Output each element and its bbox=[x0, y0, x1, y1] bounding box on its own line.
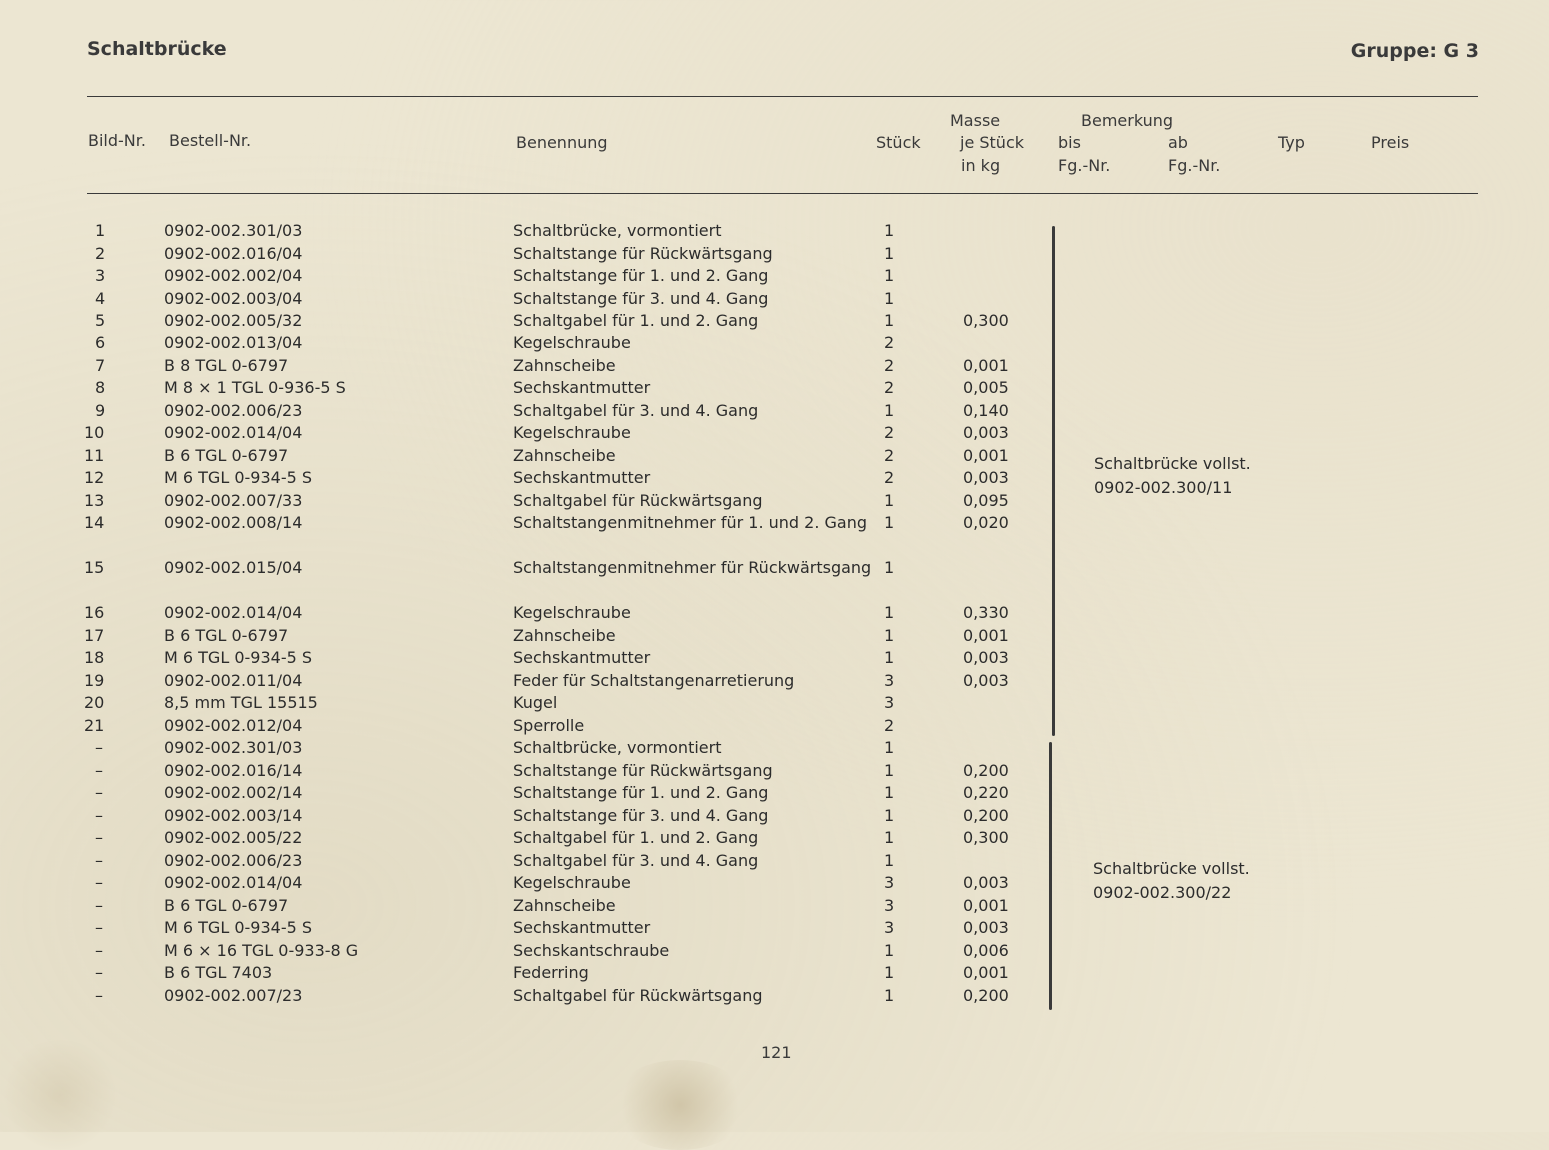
cell-bestell-nr: 0902-002.003/14 bbox=[164, 806, 303, 825]
cell-masse: 0,200 bbox=[963, 806, 1009, 825]
cell-bild-nr: – bbox=[95, 873, 103, 892]
cell-stueck: 1 bbox=[884, 963, 895, 982]
cell-stueck: 1 bbox=[884, 221, 895, 240]
cell-bestell-nr: 0902-002.002/04 bbox=[164, 266, 303, 285]
cell-benennung: Sechskantmutter bbox=[513, 468, 651, 487]
cell-stueck: 1 bbox=[884, 828, 895, 847]
cell-masse: 0,005 bbox=[963, 378, 1009, 397]
cell-benennung: Schaltgabel für 3. und 4. Gang bbox=[513, 851, 759, 870]
cell-benennung: Schaltgabel für Rückwärtsgang bbox=[513, 491, 763, 510]
col-ab-1: ab bbox=[1168, 133, 1188, 152]
cell-bestell-nr: 0902-002.301/03 bbox=[164, 221, 303, 240]
cell-bild-nr: 16 bbox=[84, 603, 105, 622]
cell-benennung: Schaltstange für 3. und 4. Gang bbox=[513, 289, 769, 308]
cell-masse: 0,001 bbox=[963, 446, 1009, 465]
cell-bestell-nr: M 6 TGL 0-934-5 S bbox=[164, 918, 313, 937]
cell-benennung: Sechskantmutter bbox=[513, 648, 651, 667]
cell-bestell-nr: 0902-002.002/14 bbox=[164, 783, 303, 802]
cell-bild-nr: 1 bbox=[95, 221, 106, 240]
cell-stueck: 1 bbox=[884, 289, 895, 308]
cell-masse: 0,001 bbox=[963, 626, 1009, 645]
col-bemerkung: Bemerkung bbox=[1081, 111, 1174, 130]
cell-bestell-nr: 0902-002.007/33 bbox=[164, 491, 303, 510]
cell-masse: 0,220 bbox=[963, 783, 1009, 802]
cell-benennung: Kegelschraube bbox=[513, 603, 631, 622]
cell-bild-nr: 7 bbox=[95, 356, 106, 375]
cell-stueck: 3 bbox=[884, 671, 895, 690]
cell-benennung: Feder für Schaltstangenarretierung bbox=[513, 671, 795, 690]
cell-benennung: Schaltstange für Rückwärtsgang bbox=[513, 761, 773, 780]
cell-masse: 0,006 bbox=[963, 941, 1009, 960]
cell-bild-nr: 4 bbox=[95, 289, 106, 308]
cell-stueck: 1 bbox=[884, 558, 895, 577]
cell-stueck: 1 bbox=[884, 761, 895, 780]
cell-bestell-nr: 8,5 mm TGL 15515 bbox=[164, 693, 318, 712]
cell-bestell-nr: 0902-002.006/23 bbox=[164, 401, 303, 420]
col-typ: Typ bbox=[1278, 133, 1305, 152]
cell-bild-nr: – bbox=[95, 941, 103, 960]
cell-bestell-nr: B 6 TGL 0-6797 bbox=[164, 446, 289, 465]
cell-masse: 0,003 bbox=[963, 468, 1009, 487]
group-label: Gruppe: G 3 bbox=[1350, 40, 1479, 62]
cell-bild-nr: 5 bbox=[95, 311, 106, 330]
cell-benennung: Zahnscheibe bbox=[513, 446, 616, 465]
cell-benennung: Schaltstange für Rückwärtsgang bbox=[513, 244, 773, 263]
cell-stueck: 1 bbox=[884, 738, 895, 757]
cell-stueck: 2 bbox=[884, 333, 895, 352]
cell-stueck: 1 bbox=[884, 491, 895, 510]
cell-stueck: 1 bbox=[884, 851, 895, 870]
cell-bestell-nr: B 6 TGL 0-6797 bbox=[164, 626, 289, 645]
col-preis: Preis bbox=[1371, 133, 1410, 152]
col-benennung: Benennung bbox=[516, 133, 608, 152]
cell-masse: 0,003 bbox=[963, 671, 1009, 690]
cell-bestell-nr: 0902-002.011/04 bbox=[164, 671, 303, 690]
cell-benennung: Schaltstange für 3. und 4. Gang bbox=[513, 806, 769, 825]
cell-bestell-nr: 0902-002.016/14 bbox=[164, 761, 303, 780]
col-bild-nr: Bild-Nr. bbox=[88, 131, 146, 150]
cell-stueck: 2 bbox=[884, 378, 895, 397]
col-bestell-nr: Bestell-Nr. bbox=[169, 131, 252, 150]
cell-bestell-nr: M 8 × 1 TGL 0-936-5 S bbox=[164, 378, 346, 397]
remark-group-1 bbox=[1094, 452, 1251, 500]
cell-bild-nr: 11 bbox=[84, 446, 105, 465]
cell-stueck: 1 bbox=[884, 986, 895, 1005]
cell-bild-nr: 18 bbox=[84, 648, 105, 667]
cell-bestell-nr: 0902-002.014/04 bbox=[164, 603, 303, 622]
cell-benennung: Federring bbox=[513, 963, 589, 982]
cell-masse: 0,003 bbox=[963, 873, 1009, 892]
cell-benennung: Schaltgabel für 1. und 2. Gang bbox=[513, 828, 759, 847]
cell-benennung: Schaltgabel für 1. und 2. Gang bbox=[513, 311, 759, 330]
cell-bestell-nr: 0902-002.015/04 bbox=[164, 558, 303, 577]
cell-bestell-nr: M 6 × 16 TGL 0-933-8 G bbox=[164, 941, 359, 960]
remark-1-line-1: Schaltbrücke vollst. bbox=[1094, 454, 1251, 473]
cell-stueck: 1 bbox=[884, 266, 895, 285]
cell-bestell-nr: 0902-002.007/23 bbox=[164, 986, 303, 1005]
cell-bild-nr: 6 bbox=[95, 333, 106, 352]
cell-stueck: 2 bbox=[884, 356, 895, 375]
cell-bild-nr: 13 bbox=[84, 491, 105, 510]
cell-benennung: Zahnscheibe bbox=[513, 896, 616, 915]
cell-bestell-nr: B 8 TGL 0-6797 bbox=[164, 356, 289, 375]
cell-masse: 0,001 bbox=[963, 963, 1009, 982]
cell-masse: 0,200 bbox=[963, 761, 1009, 780]
cell-masse: 0,020 bbox=[963, 513, 1009, 532]
cell-benennung: Sperrolle bbox=[513, 716, 585, 735]
cell-masse: 0,001 bbox=[963, 896, 1009, 915]
cell-stueck: 3 bbox=[884, 873, 895, 892]
cell-stueck: 1 bbox=[884, 401, 895, 420]
cell-benennung: Schaltstangenmitnehmer für Rückwärtsgang bbox=[513, 558, 872, 577]
col-stueck: Stück bbox=[876, 133, 921, 152]
header-bottom-rule bbox=[87, 193, 1478, 194]
cell-bestell-nr: 0902-002.006/23 bbox=[164, 851, 303, 870]
cell-bestell-nr: 0902-002.012/04 bbox=[164, 716, 303, 735]
cell-masse: 0,300 bbox=[963, 311, 1009, 330]
cell-bild-nr: 10 bbox=[84, 423, 105, 442]
col-masse-3: in kg bbox=[961, 156, 1001, 175]
cell-benennung: Schaltbrücke, vormontiert bbox=[513, 738, 722, 757]
cell-benennung: Schaltstange für 1. und 2. Gang bbox=[513, 783, 769, 802]
remark-1-line-2: 0902-002.300/11 bbox=[1094, 478, 1233, 497]
cell-bild-nr: 2 bbox=[95, 244, 106, 263]
cell-bestell-nr: 0902-002.013/04 bbox=[164, 333, 303, 352]
cell-bestell-nr: 0902-002.301/03 bbox=[164, 738, 303, 757]
cell-bestell-nr: 0902-002.014/04 bbox=[164, 873, 303, 892]
cell-benennung: Schaltstangenmitnehmer für 1. und 2. Gang bbox=[513, 513, 867, 532]
cell-bestell-nr: B 6 TGL 7403 bbox=[164, 963, 273, 982]
cell-bild-nr: – bbox=[95, 761, 103, 780]
cell-stueck: 1 bbox=[884, 941, 895, 960]
cell-masse: 0,330 bbox=[963, 603, 1009, 622]
header-top-rule bbox=[87, 96, 1478, 97]
cell-masse: 0,300 bbox=[963, 828, 1009, 847]
cell-bild-nr: – bbox=[95, 783, 103, 802]
col-ab-2: Fg.-Nr. bbox=[1168, 156, 1221, 175]
cell-stueck: 1 bbox=[884, 806, 895, 825]
cell-benennung: Zahnscheibe bbox=[513, 356, 616, 375]
cell-bild-nr: 19 bbox=[84, 671, 105, 690]
cell-stueck: 2 bbox=[884, 716, 895, 735]
page-title: Schaltbrücke bbox=[87, 38, 227, 60]
col-masse-1: Masse bbox=[950, 111, 1001, 130]
cell-masse: 0,003 bbox=[963, 423, 1009, 442]
cell-benennung: Zahnscheibe bbox=[513, 626, 616, 645]
cell-stueck: 1 bbox=[884, 626, 895, 645]
cell-bestell-nr: 0902-002.008/14 bbox=[164, 513, 303, 532]
cell-benennung: Schaltgabel für Rückwärtsgang bbox=[513, 986, 763, 1005]
cell-bestell-nr: 0902-002.016/04 bbox=[164, 244, 303, 263]
paper-stain bbox=[610, 1060, 750, 1150]
cell-benennung: Schaltbrücke, vormontiert bbox=[513, 221, 722, 240]
cell-benennung: Schaltgabel für 3. und 4. Gang bbox=[513, 401, 759, 420]
cell-masse: 0,001 bbox=[963, 356, 1009, 375]
cell-bestell-nr: M 6 TGL 0-934-5 S bbox=[164, 648, 313, 667]
cell-masse: 0,003 bbox=[963, 918, 1009, 937]
cell-bild-nr: 8 bbox=[95, 378, 106, 397]
cell-bild-nr: – bbox=[95, 806, 103, 825]
cell-masse: 0,200 bbox=[963, 986, 1009, 1005]
cell-benennung: Kugel bbox=[513, 693, 558, 712]
cell-stueck: 2 bbox=[884, 468, 895, 487]
cell-bestell-nr: 0902-002.005/22 bbox=[164, 828, 303, 847]
cell-stueck: 1 bbox=[884, 513, 895, 532]
cell-bild-nr: – bbox=[95, 986, 103, 1005]
cell-bild-nr: 12 bbox=[84, 468, 105, 487]
cell-masse: 0,140 bbox=[963, 401, 1009, 420]
cell-bild-nr: 9 bbox=[95, 401, 106, 420]
cell-bild-nr: – bbox=[95, 896, 103, 915]
cell-bild-nr: 3 bbox=[95, 266, 106, 285]
cell-bild-nr: 20 bbox=[84, 693, 105, 712]
cell-bild-nr: – bbox=[95, 851, 103, 870]
cell-benennung: Sechskantmutter bbox=[513, 378, 651, 397]
cell-bestell-nr: 0902-002.003/04 bbox=[164, 289, 303, 308]
col-masse-2: je Stück bbox=[960, 133, 1025, 152]
col-bis-2: Fg.-Nr. bbox=[1058, 156, 1111, 175]
cell-bild-nr: – bbox=[95, 918, 103, 937]
cell-benennung: Kegelschraube bbox=[513, 333, 631, 352]
cell-bild-nr: 21 bbox=[84, 716, 105, 735]
remark-2-line-2: 0902-002.300/22 bbox=[1093, 883, 1232, 902]
cell-benennung: Sechskantmutter bbox=[513, 918, 651, 937]
col-bis-1: bis bbox=[1058, 133, 1081, 152]
cell-stueck: 1 bbox=[884, 603, 895, 622]
cell-bild-nr: 15 bbox=[84, 558, 105, 577]
cell-benennung: Sechskantschraube bbox=[513, 941, 670, 960]
cell-bestell-nr: M 6 TGL 0-934-5 S bbox=[164, 468, 313, 487]
cell-benennung: Kegelschraube bbox=[513, 873, 631, 892]
cell-bestell-nr: B 6 TGL 0-6797 bbox=[164, 896, 289, 915]
cell-bild-nr: – bbox=[95, 828, 103, 847]
cell-stueck: 1 bbox=[884, 311, 895, 330]
cell-bild-nr: – bbox=[95, 963, 103, 982]
group-bracket-2 bbox=[1049, 742, 1052, 1010]
cell-stueck: 1 bbox=[884, 783, 895, 802]
paper-stain bbox=[0, 1040, 120, 1150]
cell-stueck: 1 bbox=[884, 244, 895, 263]
cell-stueck: 2 bbox=[884, 423, 895, 442]
cell-stueck: 3 bbox=[884, 896, 895, 915]
cell-stueck: 2 bbox=[884, 446, 895, 465]
cell-bild-nr: 17 bbox=[84, 626, 105, 645]
remark-2-line-1: Schaltbrücke vollst. bbox=[1093, 859, 1250, 878]
cell-benennung: Kegelschraube bbox=[513, 423, 631, 442]
remark-group-2 bbox=[1093, 857, 1250, 905]
cell-stueck: 3 bbox=[884, 918, 895, 937]
cell-bild-nr: – bbox=[95, 738, 103, 757]
page-number: 121 bbox=[761, 1043, 792, 1062]
group-bracket-1 bbox=[1052, 226, 1055, 736]
cell-bestell-nr: 0902-002.005/32 bbox=[164, 311, 303, 330]
cell-masse: 0,095 bbox=[963, 491, 1009, 510]
cell-stueck: 3 bbox=[884, 693, 895, 712]
cell-bestell-nr: 0902-002.014/04 bbox=[164, 423, 303, 442]
cell-benennung: Schaltstange für 1. und 2. Gang bbox=[513, 266, 769, 285]
cell-bild-nr: 14 bbox=[84, 513, 105, 532]
cell-stueck: 1 bbox=[884, 648, 895, 667]
cell-masse: 0,003 bbox=[963, 648, 1009, 667]
